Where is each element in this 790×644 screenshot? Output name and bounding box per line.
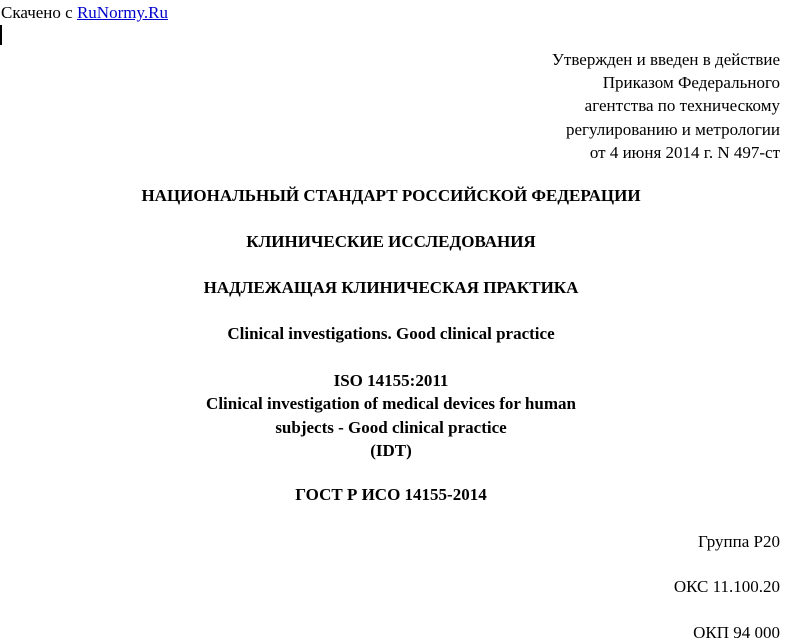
english-title: Clinical investigations. Good clinical practice bbox=[227, 324, 555, 343]
approval-line: агентства по техническому bbox=[584, 96, 780, 116]
approval-line: Приказом Федерального bbox=[602, 73, 780, 93]
approval-line: регулированию и метрологии bbox=[565, 119, 780, 139]
iso-line: Clinical investigation of medical devices for human bbox=[206, 394, 576, 414]
iso-line: (IDT) bbox=[370, 440, 412, 460]
classification-group: Группа Р20 bbox=[698, 532, 780, 551]
national-standard-title: НАЦИОНАЛЬНЫЙ СТАНДАРТ РОССИЙСКОЙ ФЕДЕРАЦИИ bbox=[141, 186, 641, 205]
source-link[interactable]: RuNormy.Ru bbox=[76, 3, 168, 22]
source-prefix: Скачено с bbox=[1, 3, 77, 22]
approval-line: Утвержден и введен в действие bbox=[551, 50, 780, 69]
standard-subtitle-clinical-investigations: КЛИНИЧЕСКИЕ ИССЛЕДОВАНИЯ bbox=[246, 232, 536, 251]
iso-reference-block bbox=[0, 369, 782, 462]
text-cursor bbox=[0, 25, 2, 45]
approval-line: от 4 июня 2014 г. N 497-ст bbox=[589, 142, 780, 162]
standard-subtitle-good-clinical-practice: НАДЛЕЖАЩАЯ КЛИНИЧЕСКАЯ ПРАКТИКА bbox=[203, 278, 579, 297]
source-line bbox=[1, 3, 168, 23]
classification-okp: ОКП 94 000 bbox=[693, 623, 780, 642]
iso-line: ISO 14155:2011 bbox=[333, 371, 449, 390]
gost-code: ГОСТ Р ИСО 14155-2014 bbox=[295, 485, 487, 504]
approval-block bbox=[552, 48, 780, 164]
iso-line: subjects - Good clinical practice bbox=[275, 417, 507, 437]
classification-oks: ОКС 11.100.20 bbox=[673, 577, 780, 596]
